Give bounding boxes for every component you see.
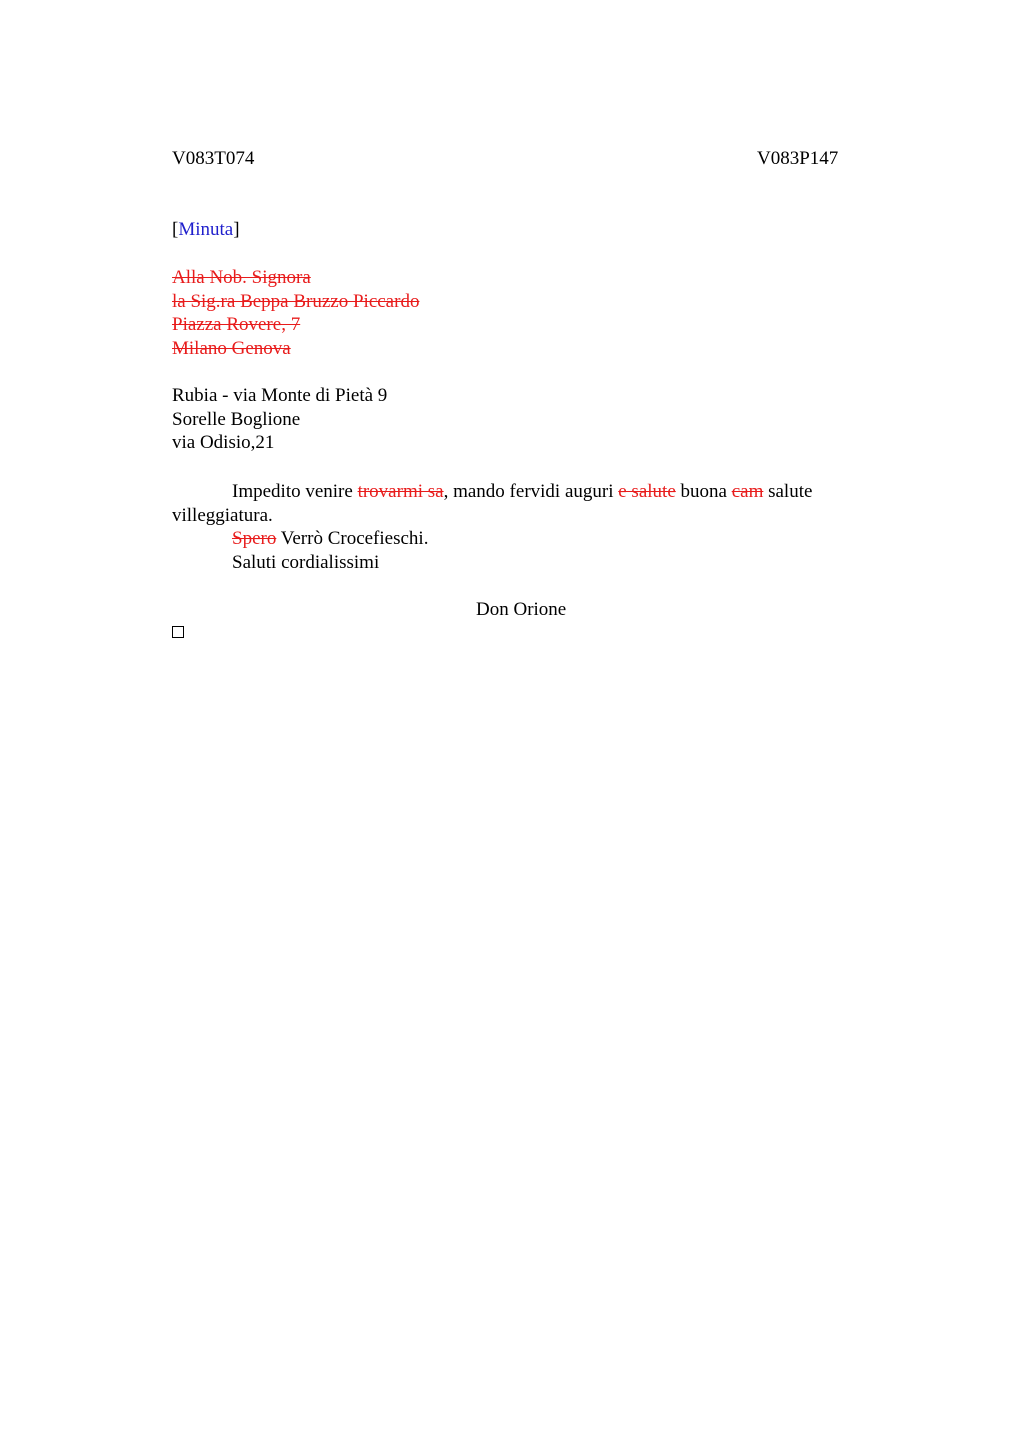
- bracket-open: [: [172, 219, 179, 240]
- deleted-text: cam: [731, 481, 764, 502]
- letter-body: [172, 480, 872, 574]
- body-text: buona: [675, 481, 732, 502]
- deleted-text: trovarmi sa: [357, 481, 444, 502]
- body-paragraph-1: [172, 480, 872, 527]
- body-paragraph-3: Saluti cordialissimi: [232, 551, 380, 573]
- body-text: , mando fervidi auguri: [443, 481, 619, 502]
- minuta-label: Minuta: [178, 219, 234, 240]
- struck-address-line: Milano Genova: [172, 337, 291, 359]
- body-text: Impedito venire: [232, 481, 358, 502]
- address-line: Sorelle Boglione: [172, 408, 301, 430]
- body-paragraph-2: [172, 527, 872, 551]
- struck-address-line: Piazza Rovere, 7: [172, 314, 301, 336]
- document-code-right: V083P147: [757, 148, 839, 169]
- document-code-left: V083T074: [172, 148, 255, 169]
- struck-address: [172, 266, 872, 360]
- recipient-address: [172, 384, 872, 455]
- deleted-text: Spero: [232, 528, 277, 550]
- address-line: via Odisio,21: [172, 432, 275, 454]
- deleted-text: e salute: [618, 481, 676, 502]
- struck-address-line: Alla Nob. Signora: [172, 267, 311, 288]
- body-text: salute villeggiatura.: [172, 481, 813, 526]
- minuta-note: [172, 218, 872, 242]
- signature: Don Orione: [476, 599, 567, 620]
- bracket-close: ]: [233, 219, 240, 240]
- struck-address-line: la Sig.ra Beppa Bruzzo Piccardo: [172, 290, 420, 312]
- address-line: Rubia - via Monte di Pietà 9: [172, 385, 388, 406]
- checkbox-square-icon: [172, 626, 184, 638]
- body-text: Verrò Crocefieschi.: [276, 528, 429, 550]
